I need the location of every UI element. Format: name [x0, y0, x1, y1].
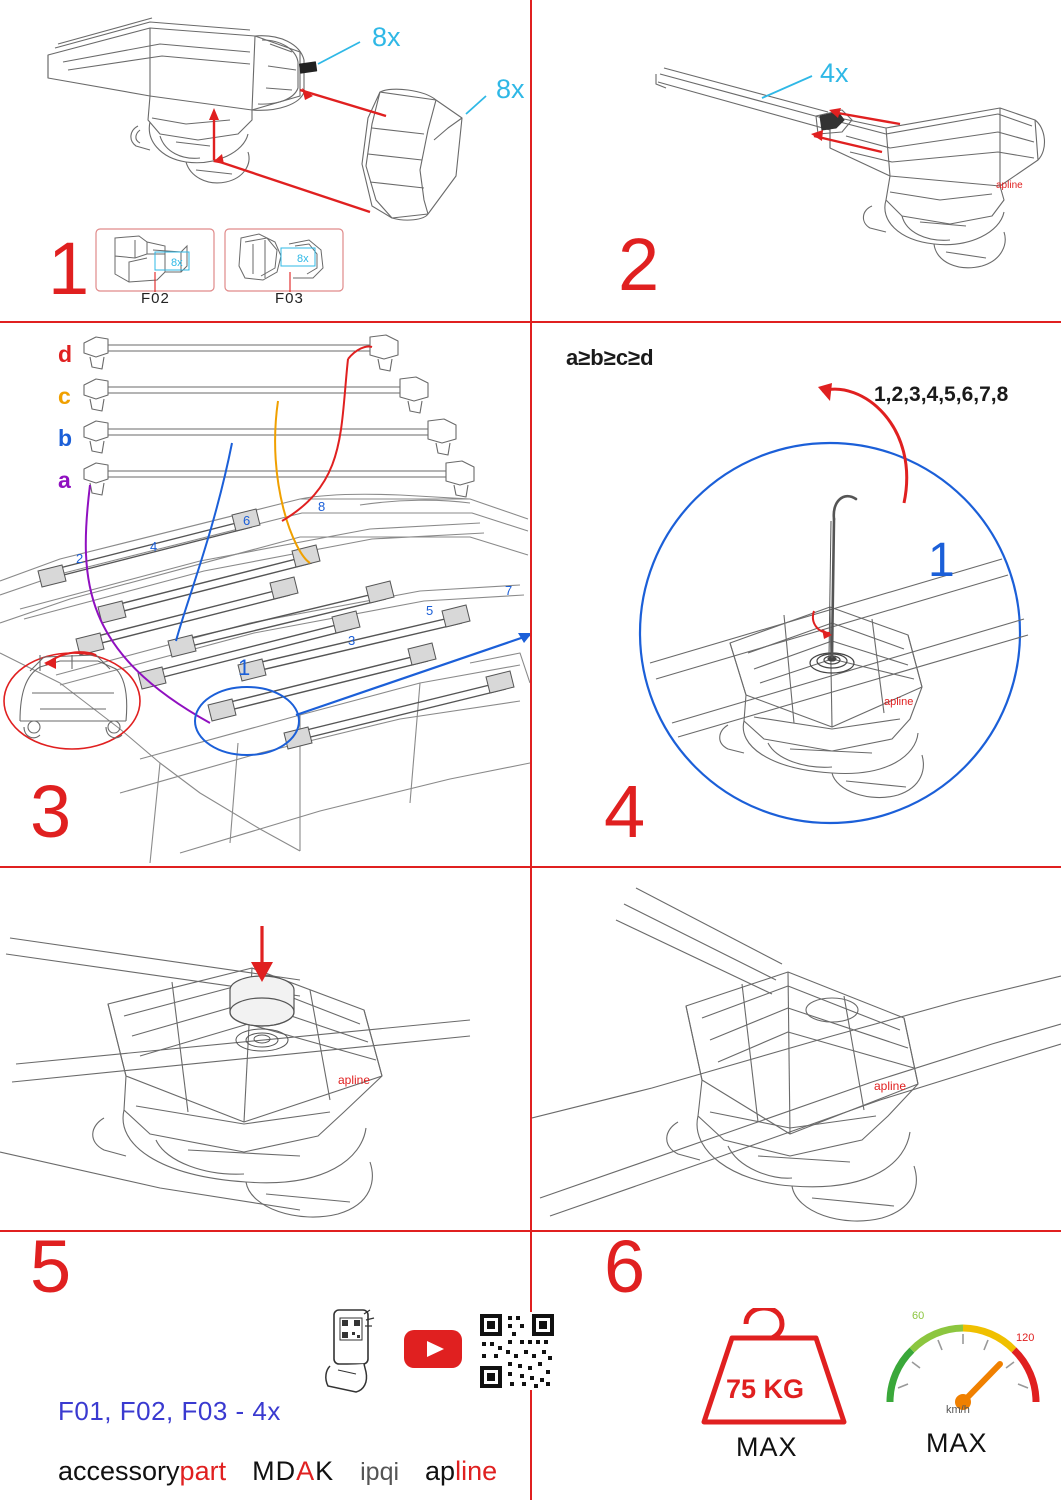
- parts-list-text: F01, F02, F03 - 4x: [58, 1396, 281, 1426]
- position-number-6: 6: [243, 513, 251, 528]
- position-number-5: 5: [426, 603, 434, 618]
- max-load-value: 75 KG: [726, 1374, 805, 1404]
- bar-letter-a: a: [58, 467, 71, 493]
- brand-mdak: MDAK: [252, 1456, 335, 1486]
- step-1-panel: [0, 0, 530, 321]
- step-number-1: 1: [48, 227, 88, 310]
- svg-text:8x: 8x: [171, 257, 183, 269]
- gauge-unit-label: km/h: [946, 1404, 970, 1416]
- position-number-1: 1: [238, 655, 251, 680]
- brand-ipqi: ipqi: [360, 1458, 400, 1486]
- step-number-4: 4: [604, 770, 644, 853]
- step-number-5: 5: [30, 1225, 70, 1308]
- svg-text:8x: 8x: [297, 253, 309, 265]
- max-load-label: MAX: [736, 1432, 798, 1462]
- bar-length-inequality: a≥b≥c≥d: [566, 345, 654, 370]
- phone-scan-icon[interactable]: [320, 1308, 384, 1394]
- gauge-tick-min: 60: [912, 1310, 925, 1322]
- youtube-icon[interactable]: [402, 1324, 466, 1372]
- position-number-4: 4: [150, 539, 158, 554]
- step-4-panel: [532, 323, 1061, 866]
- step-5-panel: [0, 868, 530, 1500]
- position-number-8: 8: [318, 499, 326, 514]
- step-number-2: 2: [618, 223, 658, 306]
- bar-letter-d: d: [58, 341, 73, 367]
- step-1-part-boxes: [95, 228, 345, 310]
- bar-letter-b: b: [58, 425, 73, 451]
- quantity-label-1b: 8x: [496, 74, 525, 104]
- svg-text:apline: apline: [996, 180, 1023, 191]
- gauge-tick-max: 120: [1016, 1332, 1035, 1344]
- max-speed-label: MAX: [926, 1428, 988, 1458]
- step-6-panel: [532, 868, 1061, 1500]
- part-box-label-f02: F02: [141, 290, 170, 307]
- brand-accessorypart: accessorypart: [58, 1456, 227, 1486]
- svg-text:apline: apline: [884, 696, 914, 708]
- tighten-sequence: 1,2,3,4,5,6,7,8: [874, 383, 1009, 406]
- max-speed-icon-group: [868, 1298, 1058, 1458]
- step-3-panel: [0, 323, 530, 866]
- step-2-illustration: [530, 0, 1061, 321]
- bar-letter-c: c: [58, 383, 71, 409]
- step-2-panel: [530, 0, 1061, 321]
- quantity-label-2a: 4x: [820, 58, 849, 88]
- step-5-icon-row: [320, 1308, 520, 1398]
- svg-text:apline: apline: [338, 1073, 371, 1087]
- step-5-illustration: [0, 868, 530, 1268]
- quantity-label-1a: 8x: [372, 22, 401, 52]
- brand-apline: apline: [425, 1456, 498, 1486]
- position-number-7: 7: [505, 583, 513, 598]
- svg-text:apline: apline: [874, 1079, 907, 1093]
- position-number-3: 3: [348, 633, 356, 648]
- weight-icon: [684, 1308, 874, 1428]
- step-number-3: 3: [30, 770, 70, 853]
- position-number-2: 2: [76, 551, 84, 566]
- max-load-icon-group: [684, 1308, 874, 1462]
- brand-logo-row: [58, 1456, 497, 1487]
- step-3-illustration: [0, 323, 530, 866]
- step-6-illustration: [532, 868, 1061, 1268]
- step-4-detail-label: 1: [928, 534, 955, 587]
- part-box-label-f03: F03: [275, 290, 304, 307]
- step-number-6: 6: [604, 1225, 644, 1308]
